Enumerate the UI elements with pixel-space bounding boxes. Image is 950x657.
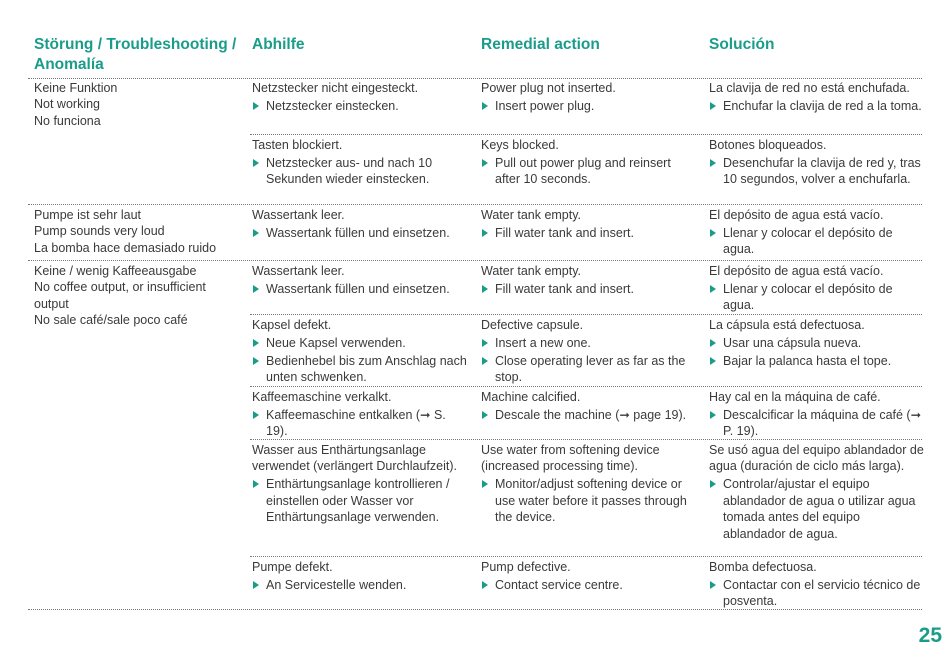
triangle-bullet-icon	[482, 102, 488, 110]
cause-text: Use water from softening device (increased processing time).	[481, 443, 660, 474]
action-item	[709, 98, 924, 114]
cause-text: Hay cal en la máquina de café.	[709, 390, 881, 404]
action-text: Insert a new one.	[495, 335, 591, 350]
action-text: Wassertank füllen und einsetzen.	[266, 281, 450, 296]
action-text: Controlar/ajustar el equipo ablandador de agua o utilizar agua tomada antes del equipo ablandador de agua.	[723, 477, 916, 541]
action-item	[481, 407, 699, 423]
triangle-bullet-icon	[710, 285, 716, 293]
action-item	[481, 155, 699, 188]
remedy-cell-en	[481, 317, 699, 386]
rule-remedy	[250, 134, 922, 135]
remedy-cell-es	[709, 317, 924, 369]
action-item	[481, 98, 699, 114]
action-item	[481, 577, 699, 593]
action-item	[252, 225, 470, 241]
cause-text: La cápsula está defectuosa.	[709, 318, 865, 332]
remedy-cell-es	[709, 442, 924, 542]
triangle-bullet-icon	[710, 229, 716, 237]
action-item	[709, 353, 924, 369]
action-item	[252, 353, 470, 386]
triangle-bullet-icon	[482, 581, 488, 589]
triangle-bullet-icon	[253, 159, 259, 167]
action-text: Close operating lever as far as the stop.	[495, 353, 686, 385]
triangle-bullet-icon	[710, 339, 716, 347]
triangle-bullet-icon	[482, 357, 488, 365]
action-item	[252, 281, 470, 297]
action-text: Monitor/adjust softening device or use water before it passes through the device.	[495, 477, 687, 525]
action-item	[252, 335, 470, 351]
cause-text: Defective capsule.	[481, 318, 584, 332]
remedy-cell-de	[252, 559, 470, 593]
triangle-bullet-icon	[482, 229, 488, 237]
action-item	[709, 225, 924, 258]
triangle-bullet-icon	[482, 480, 488, 488]
triangle-bullet-icon	[710, 357, 716, 365]
remedy-cell-de	[252, 80, 470, 114]
cause-text: Netzstecker nicht eingesteckt.	[252, 81, 419, 95]
action-text: Bedienhebel bis zum Anschlag nach unten schwenken.	[266, 353, 467, 385]
rule-remedy	[250, 314, 922, 315]
symptom-de: Keine Funktion	[34, 81, 118, 95]
page-number: 25	[918, 624, 942, 647]
cause-text: La clavija de red no está enchufada.	[709, 81, 910, 95]
action-text: Wassertank füllen und einsetzen.	[266, 225, 450, 240]
action-item	[481, 335, 699, 351]
triangle-bullet-icon	[253, 411, 259, 419]
header-troubleshooting: Störung / Troubleshooting / Anomalía	[34, 36, 237, 73]
rule-header	[28, 78, 922, 79]
remedy-cell-es	[709, 137, 924, 188]
symptom-de: Pumpe ist sehr laut	[34, 208, 141, 222]
action-text: Fill water tank and insert.	[495, 225, 634, 240]
action-item	[709, 577, 924, 610]
action-item	[481, 476, 699, 525]
symptom-en: No coffee output, or insufficient output	[34, 280, 206, 311]
action-text: Enchufar la clavija de red a la toma.	[723, 98, 922, 113]
action-text: Usar una cápsula nueva.	[723, 335, 862, 350]
cause-text: El depósito de agua está vacío.	[709, 208, 884, 222]
symptom-es: No sale café/sale poco café	[34, 313, 188, 328]
action-text: Kaffeemaschine entkalken (➞ S. 19).	[266, 407, 446, 439]
remedy-cell-de	[252, 442, 470, 526]
action-text: Neue Kapsel verwenden.	[266, 335, 406, 350]
action-item	[709, 407, 924, 440]
symptom-cell	[34, 263, 224, 329]
triangle-bullet-icon	[710, 480, 716, 488]
remedy-cell-en	[481, 80, 699, 114]
remedy-cell-en	[481, 263, 699, 297]
action-item	[481, 353, 699, 386]
action-text: Bajar la palanca hasta el tope.	[723, 353, 892, 368]
cause-text: Kaffeemaschine verkalkt.	[252, 390, 392, 404]
triangle-bullet-icon	[710, 159, 716, 167]
cause-text: Bomba defectuosa.	[709, 560, 817, 574]
rule-group-1	[28, 204, 922, 205]
action-item	[481, 281, 699, 297]
symptom-cell	[34, 80, 239, 129]
remedy-cell-de	[252, 263, 470, 297]
triangle-bullet-icon	[253, 339, 259, 347]
action-text: Enthärtungsanlage kontrollieren / einstellen oder Wasser vor Enthärtungsanlage verwenden.	[266, 477, 450, 525]
action-text: Contact service centre.	[495, 577, 623, 592]
symptom-de: Keine / wenig Kaffeeausgabe	[34, 264, 197, 278]
remedy-cell-es	[709, 263, 924, 314]
action-item	[252, 155, 470, 188]
action-item	[252, 407, 470, 440]
rule-remedy	[250, 556, 922, 557]
action-text: Descale the machine (➞ page 19).	[495, 407, 687, 422]
action-text: Desenchufar la clavija de red y, tras 10 segundos, volver a enchufarla.	[723, 155, 921, 187]
triangle-bullet-icon	[253, 357, 259, 365]
action-item	[709, 155, 924, 188]
triangle-bullet-icon	[482, 159, 488, 167]
remedy-cell-de	[252, 389, 470, 440]
remedy-cell-en	[481, 207, 699, 241]
header-remedial-action: Remedial action	[481, 36, 600, 53]
action-text: Llenar y colocar el depósito de agua.	[723, 225, 893, 257]
action-item	[252, 98, 470, 114]
cause-text: Wassertank leer.	[252, 264, 345, 278]
remedy-cell-de	[252, 137, 470, 188]
action-text: Contactar con el servicio técnico de posventa.	[723, 577, 921, 609]
cause-text: Wassertank leer.	[252, 208, 345, 222]
triangle-bullet-icon	[253, 581, 259, 589]
cause-text: Keys blocked.	[481, 138, 559, 152]
remedy-cell-en	[481, 442, 699, 526]
cause-text: Water tank empty.	[481, 208, 582, 222]
triangle-bullet-icon	[482, 285, 488, 293]
cause-text: Wasser aus Enthärtungsanlage verwendet (verlängert Durchlaufzeit).	[252, 443, 457, 474]
action-item	[709, 281, 924, 314]
cause-text: Se usó agua del equipo ablandador de agua (duración de ciclo más larga).	[709, 443, 924, 474]
triangle-bullet-icon	[253, 229, 259, 237]
action-text: Llenar y colocar el depósito de agua.	[723, 281, 893, 313]
action-text: Fill water tank and insert.	[495, 281, 634, 296]
remedy-cell-en	[481, 559, 699, 593]
action-text: Netzstecker einstecken.	[266, 98, 399, 113]
cause-text: Machine calcified.	[481, 390, 581, 404]
remedy-cell-en	[481, 137, 699, 188]
action-item	[709, 335, 924, 351]
remedy-cell-de	[252, 207, 470, 241]
action-text: Netzstecker aus- und nach 10 Sekunden wieder einstecken.	[266, 155, 433, 187]
cause-text: El depósito de agua está vacío.	[709, 264, 884, 278]
triangle-bullet-icon	[482, 339, 488, 347]
rule-group-2	[28, 260, 922, 261]
cause-text: Tasten blockiert.	[252, 138, 343, 152]
triangle-bullet-icon	[710, 411, 716, 419]
remedy-cell-es	[709, 389, 924, 440]
triangle-bullet-icon	[710, 102, 716, 110]
remedy-cell-en	[481, 389, 699, 423]
triangle-bullet-icon	[253, 102, 259, 110]
action-item	[252, 476, 470, 525]
action-item	[481, 225, 699, 241]
action-text: Insert power plug.	[495, 98, 595, 113]
action-item	[709, 476, 924, 542]
action-text: Pull out power plug and reinsert after 10 seconds.	[495, 155, 671, 187]
cause-text: Pumpe defekt.	[252, 560, 333, 574]
triangle-bullet-icon	[253, 285, 259, 293]
action-text: An Servicestelle wenden.	[266, 577, 407, 592]
cause-text: Water tank empty.	[481, 264, 582, 278]
remedy-cell-de	[252, 317, 470, 386]
remedy-cell-es	[709, 80, 924, 114]
cause-text: Pump defective.	[481, 560, 571, 574]
cause-text: Botones bloqueados.	[709, 138, 827, 152]
symptom-es: No funciona	[34, 113, 101, 128]
symptom-cell	[34, 207, 239, 256]
header-solucion: Solución	[709, 36, 775, 53]
symptom-en: Pump sounds very loud	[34, 224, 165, 239]
triangle-bullet-icon	[482, 411, 488, 419]
action-item	[252, 577, 470, 593]
remedy-cell-es	[709, 559, 924, 610]
triangle-bullet-icon	[710, 581, 716, 589]
action-text: Descalcificar la máquina de café (➞ P. 19).	[723, 407, 922, 439]
cause-text: Kapsel defekt.	[252, 318, 332, 332]
symptom-es: La bomba hace demasiado ruido	[34, 240, 217, 255]
symptom-en: Not working	[34, 97, 100, 112]
header-abhilfe: Abhilfe	[252, 36, 305, 53]
cause-text: Power plug not inserted.	[481, 81, 616, 95]
rule-remedy	[250, 386, 922, 387]
remedy-cell-es	[709, 207, 924, 258]
triangle-bullet-icon	[253, 480, 259, 488]
